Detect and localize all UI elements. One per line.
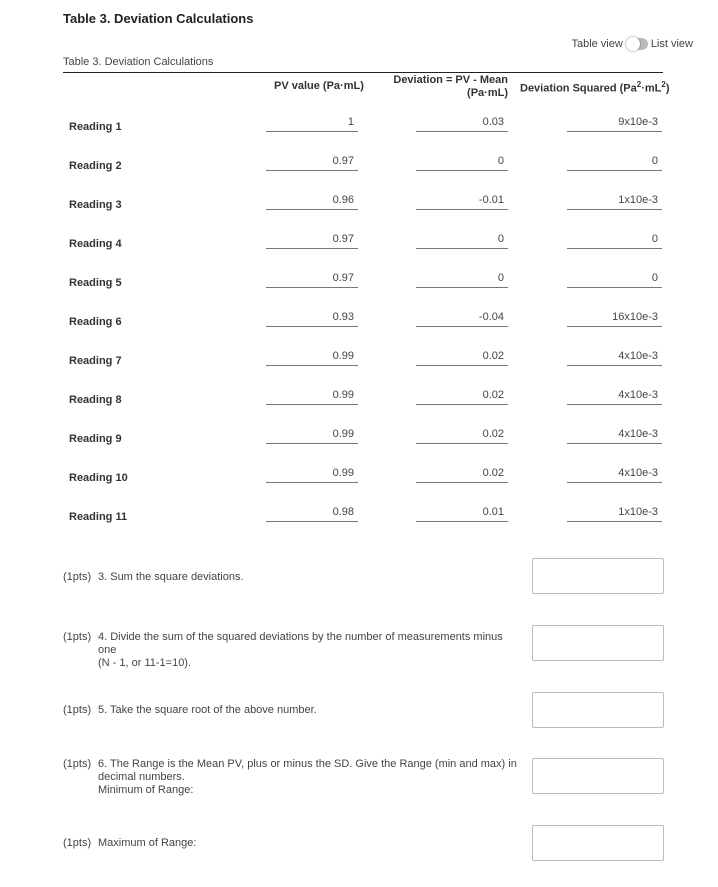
deviation-input[interactable]: 0.03 xyxy=(416,116,508,132)
deviation-input[interactable]: 0.02 xyxy=(416,350,508,366)
table-row-label: Reading 5 xyxy=(69,277,122,289)
pv-input[interactable]: 0.93 xyxy=(266,311,358,327)
pv-input[interactable]: 0.98 xyxy=(266,506,358,522)
question-points: (1pts) xyxy=(63,704,92,716)
header-pv: PV value (Pa·mL) xyxy=(274,80,364,92)
list-view-label: List view xyxy=(650,38,693,50)
view-toggle[interactable] xyxy=(571,38,693,50)
pv-input[interactable]: 1 xyxy=(266,116,358,132)
question-text xyxy=(98,758,518,797)
hdr-sq-suffix: ) xyxy=(665,82,670,95)
pv-input[interactable]: 0.99 xyxy=(266,467,358,483)
pv-input[interactable]: 0.99 xyxy=(266,389,358,405)
deviation-squared-input[interactable]: 0 xyxy=(567,272,662,288)
question-text-line: 3. Sum the square deviations. xyxy=(98,571,244,583)
question-points: (1pts) xyxy=(63,758,92,770)
pv-input[interactable]: 0.97 xyxy=(266,155,358,171)
pv-input[interactable]: 0.97 xyxy=(266,233,358,249)
question-text-line: Maximum of Range: xyxy=(98,837,197,849)
page-title: Table 3. Deviation Calculations xyxy=(63,11,254,26)
pv-input[interactable]: 0.96 xyxy=(266,194,358,210)
deviation-input[interactable]: 0.01 xyxy=(416,506,508,522)
table-row-label: Reading 4 xyxy=(69,238,122,250)
deviation-input[interactable]: 0.02 xyxy=(416,467,508,483)
hdr-sq-sup2: 2 xyxy=(661,80,666,89)
question-text xyxy=(98,631,518,670)
table-row-label: Reading 7 xyxy=(69,355,122,367)
deviation-squared-input[interactable]: 4x10e-3 xyxy=(567,428,662,444)
question-text xyxy=(98,837,518,850)
answer-input[interactable] xyxy=(532,758,664,794)
deviation-squared-input[interactable]: 4x10e-3 xyxy=(567,350,662,366)
deviation-input[interactable]: -0.04 xyxy=(416,311,508,327)
table-row-label: Reading 1 xyxy=(69,121,122,133)
deviation-squared-input[interactable]: 0 xyxy=(567,233,662,249)
question-text xyxy=(98,571,518,584)
hdr-sq-mid: ·mL xyxy=(641,82,662,95)
deviation-squared-input[interactable]: 9x10e-3 xyxy=(567,116,662,132)
table-row-label: Reading 3 xyxy=(69,199,122,211)
deviation-squared-input[interactable]: 1x10e-3 xyxy=(567,194,662,210)
header-deviation-squared xyxy=(520,80,670,95)
table-row-label: Reading 9 xyxy=(69,433,122,445)
deviation-input[interactable]: -0.01 xyxy=(416,194,508,210)
answer-input[interactable] xyxy=(532,692,664,728)
header-deviation-line1: Deviation = PV - Mean xyxy=(393,74,508,86)
question-text-line: decimal numbers. xyxy=(98,771,185,783)
table-view-label: Table view xyxy=(571,38,623,50)
pv-input[interactable]: 0.97 xyxy=(266,272,358,288)
question-points: (1pts) xyxy=(63,631,92,643)
deviation-input[interactable]: 0 xyxy=(416,233,508,249)
deviation-input[interactable]: 0.02 xyxy=(416,389,508,405)
table-row-label: Reading 11 xyxy=(69,511,128,523)
table-row-label: Reading 8 xyxy=(69,394,122,406)
deviation-input[interactable]: 0 xyxy=(416,155,508,171)
header-deviation xyxy=(380,74,508,100)
question-text xyxy=(98,704,518,717)
question-points: (1pts) xyxy=(63,571,92,583)
question-text-line: (N - 1, or 11-1=10). xyxy=(98,657,192,669)
pv-input[interactable]: 0.99 xyxy=(266,428,358,444)
answer-input[interactable] xyxy=(532,825,664,861)
view-toggle-switch[interactable] xyxy=(626,38,648,50)
deviation-squared-input[interactable]: 0 xyxy=(567,155,662,171)
hdr-sq-prefix: Deviation Squared (Pa xyxy=(520,82,637,95)
deviation-input[interactable]: 0.02 xyxy=(416,428,508,444)
table-caption: Table 3. Deviation Calculations xyxy=(63,56,214,68)
deviation-squared-input[interactable]: 1x10e-3 xyxy=(567,506,662,522)
deviation-squared-input[interactable]: 4x10e-3 xyxy=(567,467,662,483)
question-points: (1pts) xyxy=(63,837,92,849)
deviation-squared-input[interactable]: 4x10e-3 xyxy=(567,389,662,405)
table-row-label: Reading 10 xyxy=(69,472,128,484)
header-deviation-line2: (Pa·mL) xyxy=(467,87,508,99)
question-text-line: 4. Divide the sum of the squared deviations by the number of measurements minus one xyxy=(98,631,503,656)
answer-input[interactable] xyxy=(532,625,664,661)
question xyxy=(63,758,518,797)
question-text-line: 5. Take the square root of the above number. xyxy=(98,704,317,716)
question xyxy=(63,704,518,717)
question-text-line: Minimum of Range: xyxy=(98,784,194,796)
caption-divider xyxy=(63,72,663,73)
hdr-sq-sup1: 2 xyxy=(636,80,642,89)
answer-input[interactable] xyxy=(532,558,664,594)
question xyxy=(63,631,518,670)
table-row-label: Reading 2 xyxy=(69,160,122,172)
deviation-squared-input[interactable]: 16x10e-3 xyxy=(567,311,662,327)
toggle-knob xyxy=(626,37,640,51)
pv-input[interactable]: 0.99 xyxy=(266,350,358,366)
deviation-input[interactable]: 0 xyxy=(416,272,508,288)
question-text-line: 6. The Range is the Mean PV, plus or minus the SD. Give the Range (min and max) in xyxy=(98,758,517,770)
table-row-label: Reading 6 xyxy=(69,316,122,328)
question xyxy=(63,571,518,584)
question xyxy=(63,837,518,850)
